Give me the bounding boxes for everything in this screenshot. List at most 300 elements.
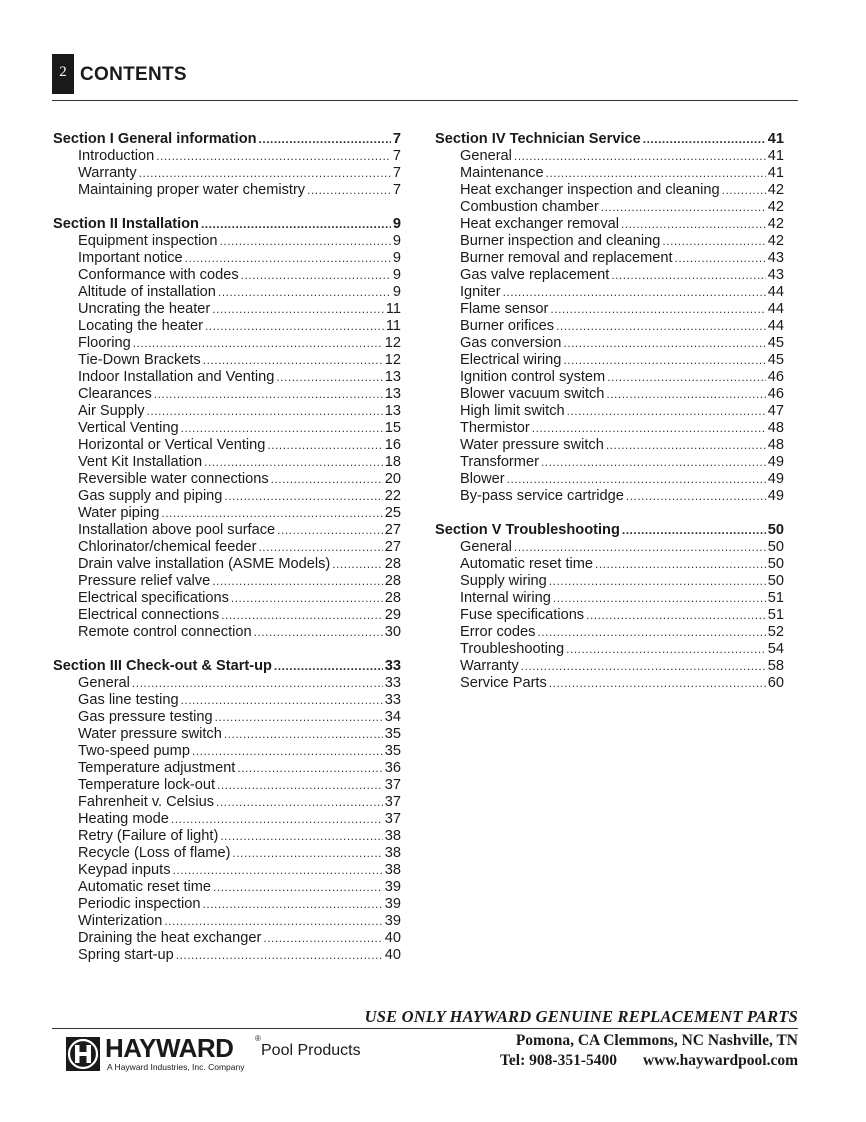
dot-leader bbox=[215, 709, 383, 726]
toc-entry-label: Automatic reset time bbox=[460, 556, 594, 572]
toc-entry-page: 15 bbox=[384, 420, 401, 436]
dot-leader bbox=[586, 607, 766, 624]
toc-entry-page: 22 bbox=[384, 488, 401, 504]
toc-entry-page: 50 bbox=[767, 522, 784, 538]
toc-entry-label: Heat exchanger removal bbox=[460, 216, 619, 232]
dot-leader bbox=[181, 420, 383, 437]
toc-entry-page: 49 bbox=[767, 454, 784, 470]
dot-leader bbox=[212, 301, 384, 318]
toc-entry-page: 35 bbox=[384, 726, 401, 742]
toc-entry-page: 50 bbox=[767, 539, 784, 555]
toc-entry[interactable] bbox=[53, 335, 401, 352]
toc-entry-page: 52 bbox=[767, 624, 784, 640]
toc-entry-page: 45 bbox=[767, 335, 784, 351]
toc-entry-label: Recycle (Loss of flame) bbox=[78, 845, 231, 861]
toc-entry-label: Locating the heater bbox=[78, 318, 203, 334]
dot-leader bbox=[192, 743, 383, 760]
toc-entry[interactable] bbox=[53, 420, 401, 437]
toc-entry[interactable] bbox=[435, 573, 784, 590]
toc-entry-label: Water pressure switch bbox=[78, 726, 222, 742]
dot-leader bbox=[218, 284, 391, 301]
dot-leader bbox=[549, 675, 766, 692]
toc-entry[interactable] bbox=[53, 607, 401, 624]
toc-entry[interactable] bbox=[435, 250, 784, 267]
dot-leader bbox=[606, 437, 766, 454]
toc-entry[interactable] bbox=[435, 352, 784, 369]
toc-entry[interactable] bbox=[53, 233, 401, 250]
toc-entry-page: 13 bbox=[384, 369, 401, 385]
toc-entry[interactable] bbox=[53, 505, 401, 522]
toc-entry-label: Gas line testing bbox=[78, 692, 179, 708]
toc-entry-label: Vertical Venting bbox=[78, 420, 179, 436]
dot-leader bbox=[154, 386, 383, 403]
toc-entry[interactable] bbox=[435, 471, 784, 488]
toc-entry[interactable] bbox=[53, 539, 401, 556]
dot-leader bbox=[595, 556, 766, 573]
dot-leader bbox=[662, 233, 765, 250]
toc-entry[interactable] bbox=[53, 250, 401, 267]
toc-entry-page: 43 bbox=[767, 250, 784, 266]
toc-entry-label: Temperature adjustment bbox=[78, 760, 236, 776]
dot-leader bbox=[550, 301, 765, 318]
toc-entry-label: Blower vacuum switch bbox=[460, 386, 605, 402]
toc-entry-page: 36 bbox=[384, 760, 401, 776]
toc-entry-page: 25 bbox=[384, 505, 401, 521]
dot-leader bbox=[267, 437, 382, 454]
dot-leader bbox=[224, 488, 382, 505]
toc-entry-label: Altitude of installation bbox=[78, 284, 216, 300]
dot-leader bbox=[216, 794, 383, 811]
toc-entry-label: Combustion chamber bbox=[460, 199, 599, 215]
dot-leader bbox=[133, 335, 383, 352]
dot-leader bbox=[220, 233, 391, 250]
dot-leader bbox=[132, 675, 383, 692]
toc-entry[interactable] bbox=[435, 199, 784, 216]
toc-entry-page: 49 bbox=[767, 471, 784, 487]
toc-entry-page: 9 bbox=[392, 250, 401, 266]
toc-section bbox=[53, 216, 401, 641]
toc-entry[interactable] bbox=[435, 318, 784, 335]
toc-entry[interactable] bbox=[435, 284, 784, 301]
toc-entry-page: 16 bbox=[384, 437, 401, 453]
toc-entry-label: Important notice bbox=[78, 250, 183, 266]
toc-entry[interactable] bbox=[435, 369, 784, 386]
toc-entry[interactable] bbox=[53, 573, 401, 590]
toc-entry-page: 34 bbox=[384, 709, 401, 725]
toc-entry-label: Chlorinator/chemical feeder bbox=[78, 539, 257, 555]
toc-entry-page: 40 bbox=[384, 930, 401, 946]
dot-leader bbox=[537, 624, 765, 641]
toc-entry[interactable] bbox=[53, 318, 401, 335]
toc-entry-page: 44 bbox=[767, 284, 784, 300]
dot-leader bbox=[185, 250, 391, 267]
toc-entry-label: Indoor Installation and Venting bbox=[78, 369, 275, 385]
toc-entry-label: Section IV Technician Service bbox=[435, 131, 641, 147]
dot-leader bbox=[171, 811, 383, 828]
toc-entry-label: Horizontal or Vertical Venting bbox=[78, 437, 266, 453]
toc-entry-page: 33 bbox=[384, 692, 401, 708]
toc-entry[interactable] bbox=[435, 386, 784, 403]
dot-leader bbox=[606, 386, 765, 403]
toc-entry-label: Uncrating the heater bbox=[78, 301, 211, 317]
toc-entry-label: Fuse specifications bbox=[460, 607, 585, 623]
toc-entry[interactable] bbox=[53, 726, 401, 743]
toc-entry-page: 60 bbox=[767, 675, 784, 691]
toc-entry-page: 38 bbox=[384, 845, 401, 861]
footer-address bbox=[500, 1031, 798, 1071]
toc-entry[interactable] bbox=[53, 709, 401, 726]
toc-entry-page: 47 bbox=[767, 403, 784, 419]
dot-leader bbox=[203, 352, 383, 369]
toc-entry-page: 11 bbox=[385, 301, 401, 317]
toc-entry-page: 29 bbox=[384, 607, 401, 623]
toc-entry-page: 11 bbox=[385, 318, 401, 334]
toc-entry-label: Thermistor bbox=[460, 420, 530, 436]
toc-entry-label: Drain valve installation (ASME Models) bbox=[78, 556, 331, 572]
toc-entry-label: Periodic inspection bbox=[78, 896, 201, 912]
footer-locations: Pomona, CA Clemmons, NC Nashville, TN bbox=[515, 1032, 798, 1049]
toc-entry-label: Section II Installation bbox=[53, 216, 199, 232]
toc-entry-label: Blower bbox=[460, 471, 505, 487]
toc-entry-label: Flooring bbox=[78, 335, 131, 351]
toc-entry-label: Spring start-up bbox=[78, 947, 174, 963]
toc-entry-page: 7 bbox=[392, 165, 401, 181]
dot-leader bbox=[204, 454, 383, 471]
toc-entry[interactable] bbox=[53, 675, 401, 692]
toc-entry[interactable] bbox=[435, 182, 784, 199]
toc-entry-page: 46 bbox=[767, 386, 784, 402]
toc-entry-label: Section III Check-out & Start-up bbox=[53, 658, 272, 674]
toc-entry[interactable] bbox=[53, 590, 401, 607]
dot-leader bbox=[156, 148, 391, 165]
toc-entry[interactable] bbox=[435, 454, 784, 471]
toc-entry-label: Draining the heat exchanger bbox=[78, 930, 262, 946]
dot-leader bbox=[203, 896, 383, 913]
dot-leader bbox=[254, 624, 383, 641]
dot-leader bbox=[563, 352, 765, 369]
logo-product-line: Pool Products bbox=[261, 1042, 361, 1059]
toc-entry-page: 54 bbox=[767, 641, 784, 657]
toc-entry[interactable] bbox=[53, 471, 401, 488]
dot-leader bbox=[722, 182, 766, 199]
toc-entry[interactable] bbox=[53, 624, 401, 641]
dot-leader bbox=[205, 318, 384, 335]
dot-leader bbox=[176, 947, 383, 964]
footer-phone: Tel: 908-351-5400 bbox=[500, 1052, 617, 1069]
toc-entry-page: 48 bbox=[767, 420, 784, 436]
toc-entry-label: Conformance with codes bbox=[78, 267, 239, 283]
toc-entry[interactable] bbox=[53, 930, 401, 947]
toc-entry[interactable] bbox=[435, 590, 784, 607]
dot-leader bbox=[276, 369, 382, 386]
toc-entry-page: 44 bbox=[767, 301, 784, 317]
toc-entry-page: 7 bbox=[392, 131, 401, 147]
toc-entry-label: Internal wiring bbox=[460, 590, 551, 606]
toc-section bbox=[435, 131, 784, 505]
toc-entry-label: Ignition control system bbox=[460, 369, 606, 385]
toc-entry[interactable] bbox=[435, 607, 784, 624]
toc-entry-page: 35 bbox=[384, 743, 401, 759]
toc-entry-label: Heating mode bbox=[78, 811, 169, 827]
dot-leader bbox=[611, 267, 766, 284]
toc-entry[interactable] bbox=[435, 267, 784, 284]
toc-entry-label: Equipment inspection bbox=[78, 233, 218, 249]
toc-section bbox=[53, 131, 401, 199]
dot-leader bbox=[147, 403, 383, 420]
toc-entry-page: 42 bbox=[767, 233, 784, 249]
toc-entry-page: 9 bbox=[392, 284, 401, 300]
toc-section-heading[interactable] bbox=[435, 131, 784, 148]
toc-entry-page: 49 bbox=[767, 488, 784, 504]
toc-entry[interactable] bbox=[53, 743, 401, 760]
toc-entry-page: 37 bbox=[384, 811, 401, 827]
toc-entry-label: Clearances bbox=[78, 386, 152, 402]
toc-entry[interactable] bbox=[53, 148, 401, 165]
dot-leader bbox=[307, 182, 391, 199]
toc-entry-label: Electrical wiring bbox=[460, 352, 562, 368]
dot-leader bbox=[546, 165, 766, 182]
toc-left-column bbox=[53, 131, 401, 981]
toc-entry[interactable] bbox=[53, 896, 401, 913]
toc-entry-label: Retry (Failure of light) bbox=[78, 828, 219, 844]
toc-entry[interactable] bbox=[53, 811, 401, 828]
toc-entry[interactable] bbox=[53, 267, 401, 284]
dot-leader bbox=[521, 658, 766, 675]
dot-leader bbox=[241, 267, 391, 284]
dot-leader bbox=[553, 590, 766, 607]
dot-leader bbox=[532, 420, 766, 437]
toc-entry[interactable] bbox=[435, 437, 784, 454]
toc-entry-page: 37 bbox=[384, 794, 401, 810]
dot-leader bbox=[271, 471, 383, 488]
dot-leader bbox=[217, 777, 383, 794]
toc-entry[interactable] bbox=[53, 913, 401, 930]
toc-entry[interactable] bbox=[53, 760, 401, 777]
toc-entry[interactable] bbox=[53, 352, 401, 369]
dot-leader bbox=[139, 165, 391, 182]
toc-entry-label: Burner orifices bbox=[460, 318, 555, 334]
toc-entry[interactable] bbox=[435, 539, 784, 556]
dot-leader bbox=[541, 454, 766, 471]
dot-leader bbox=[563, 335, 765, 352]
toc-entry-page: 42 bbox=[767, 199, 784, 215]
toc-entry-label: Tie-Down Brackets bbox=[78, 352, 201, 368]
toc-entry[interactable] bbox=[53, 692, 401, 709]
toc-entry-label: Installation above pool surface bbox=[78, 522, 276, 538]
logo-brand: HAYWARD bbox=[105, 1033, 234, 1063]
dot-leader bbox=[224, 726, 383, 743]
logo-registered: ® bbox=[255, 1034, 261, 1043]
toc-entry-page: 42 bbox=[767, 182, 784, 198]
toc-entry-page: 33 bbox=[384, 675, 401, 691]
toc-section-heading[interactable] bbox=[53, 131, 401, 148]
dot-leader bbox=[259, 131, 391, 148]
toc-entry-page: 50 bbox=[767, 556, 784, 572]
toc-entry[interactable] bbox=[53, 556, 401, 573]
dot-leader bbox=[626, 488, 766, 505]
dot-leader bbox=[232, 845, 382, 862]
toc-entry-page: 39 bbox=[384, 896, 401, 912]
toc-entry-page: 41 bbox=[767, 165, 784, 181]
dot-leader bbox=[507, 471, 766, 488]
dot-leader bbox=[164, 913, 382, 930]
toc-entry[interactable] bbox=[435, 301, 784, 318]
dot-leader bbox=[566, 641, 766, 658]
toc-entry-page: 27 bbox=[384, 539, 401, 555]
toc-entry-page: 40 bbox=[384, 947, 401, 963]
dot-leader bbox=[607, 369, 766, 386]
toc-entry-label: Gas valve replacement bbox=[460, 267, 610, 283]
footer-divider bbox=[52, 1028, 798, 1029]
toc-entry-label: Flame sensor bbox=[460, 301, 549, 317]
toc-entry-label: Error codes bbox=[460, 624, 536, 640]
logo-tagline: A Hayward Industries, Inc. Company bbox=[107, 1062, 245, 1072]
toc-entry-label: Automatic reset time bbox=[78, 879, 212, 895]
toc-entry[interactable] bbox=[435, 624, 784, 641]
toc-entry-label: Water piping bbox=[78, 505, 160, 521]
toc-entry-label: Section V Troubleshooting bbox=[435, 522, 620, 538]
toc-entry[interactable] bbox=[53, 386, 401, 403]
toc-entry[interactable] bbox=[53, 182, 401, 199]
toc-entry-page: 18 bbox=[384, 454, 401, 470]
toc-entry-page: 42 bbox=[767, 216, 784, 232]
toc-section bbox=[435, 522, 784, 692]
toc-entry[interactable] bbox=[53, 794, 401, 811]
toc-entry[interactable] bbox=[53, 879, 401, 896]
toc-entry-label: Maintenance bbox=[460, 165, 544, 181]
toc-entry-page: 48 bbox=[767, 437, 784, 453]
toc-entry-page: 30 bbox=[384, 624, 401, 640]
toc-entry-page: 13 bbox=[384, 386, 401, 402]
footer-website[interactable]: www.haywardpool.com bbox=[642, 1052, 798, 1069]
toc-entry[interactable] bbox=[53, 522, 401, 539]
dot-leader bbox=[201, 216, 391, 233]
toc-entry[interactable] bbox=[435, 488, 784, 505]
toc-entry-page: 27 bbox=[384, 522, 401, 538]
toc-entry-page: 58 bbox=[767, 658, 784, 674]
toc-entry[interactable] bbox=[53, 437, 401, 454]
toc-entry-page: 28 bbox=[384, 556, 401, 572]
dot-leader bbox=[514, 539, 766, 556]
toc-entry-label: Fahrenheit v. Celsius bbox=[78, 794, 214, 810]
toc-entry-page: 39 bbox=[384, 913, 401, 929]
toc-entry[interactable] bbox=[435, 641, 784, 658]
toc-entry-label: High limit switch bbox=[460, 403, 565, 419]
toc-entry-label: Electrical specifications bbox=[78, 590, 229, 606]
header-divider bbox=[52, 100, 798, 101]
toc-entry-page: 37 bbox=[384, 777, 401, 793]
toc-entry-page: 44 bbox=[767, 318, 784, 334]
toc-entry-page: 50 bbox=[767, 573, 784, 589]
toc-entry-label: Igniter bbox=[460, 284, 501, 300]
toc-entry[interactable] bbox=[435, 148, 784, 165]
toc-entry-page: 12 bbox=[384, 352, 401, 368]
dot-leader bbox=[258, 539, 382, 556]
toc-entry[interactable] bbox=[435, 403, 784, 420]
dot-leader bbox=[503, 284, 766, 301]
toc-entry-label: Warranty bbox=[78, 165, 137, 181]
toc-entry-page: 38 bbox=[384, 862, 401, 878]
toc-entry[interactable] bbox=[435, 420, 784, 437]
toc-entry[interactable] bbox=[435, 335, 784, 352]
toc-entry[interactable] bbox=[435, 216, 784, 233]
dot-leader bbox=[274, 658, 383, 675]
toc-entry[interactable] bbox=[435, 165, 784, 182]
toc-section-heading[interactable] bbox=[53, 216, 401, 233]
toc-entry[interactable] bbox=[435, 556, 784, 573]
toc-section-heading[interactable] bbox=[435, 522, 784, 539]
toc-section-heading[interactable] bbox=[53, 658, 401, 675]
toc-entry[interactable] bbox=[53, 947, 401, 964]
toc-entry-label: Water pressure switch bbox=[460, 437, 604, 453]
page-title: CONTENTS bbox=[80, 64, 187, 85]
toc-entry[interactable] bbox=[53, 403, 401, 420]
toc-entry-label: Air Supply bbox=[78, 403, 145, 419]
toc-entry-page: 7 bbox=[392, 148, 401, 164]
toc-entry[interactable] bbox=[53, 369, 401, 386]
toc-entry-label: Temperature lock-out bbox=[78, 777, 216, 793]
toc-entry-label: By-pass service cartridge bbox=[460, 488, 624, 504]
toc-entry[interactable] bbox=[53, 284, 401, 301]
dot-leader bbox=[567, 403, 766, 420]
toc-entry-label: General bbox=[460, 148, 512, 164]
toc-entry[interactable] bbox=[435, 658, 784, 675]
toc-entry-page: 28 bbox=[384, 573, 401, 589]
toc-entry-page: 33 bbox=[384, 658, 401, 674]
toc-entry-page: 12 bbox=[384, 335, 401, 351]
toc-entry-label: Two-speed pump bbox=[78, 743, 190, 759]
toc-entry[interactable] bbox=[53, 862, 401, 879]
footer-tagline: USE ONLY HAYWARD GENUINE REPLACEMENT PARTS bbox=[364, 1007, 798, 1026]
dot-leader bbox=[643, 131, 766, 148]
hayward-logo bbox=[65, 1034, 375, 1074]
toc-entry-label: Reversible water connections bbox=[78, 471, 269, 487]
toc-entry-label: Burner inspection and cleaning bbox=[460, 233, 661, 249]
toc-entry[interactable] bbox=[53, 845, 401, 862]
toc-entry-label: General bbox=[460, 539, 512, 555]
toc-entry[interactable] bbox=[53, 777, 401, 794]
toc-entry-label: Gas supply and piping bbox=[78, 488, 223, 504]
dot-leader bbox=[675, 250, 766, 267]
toc-entry-label: Burner removal and replacement bbox=[460, 250, 673, 266]
toc-entry-label: Remote control connection bbox=[78, 624, 252, 640]
toc-entry-page: 9 bbox=[392, 267, 401, 283]
toc-entry-label: Warranty bbox=[460, 658, 519, 674]
toc-entry-page: 13 bbox=[384, 403, 401, 419]
toc-entry-label: Keypad inputs bbox=[78, 862, 171, 878]
dot-leader bbox=[181, 692, 383, 709]
toc-entry[interactable] bbox=[435, 233, 784, 250]
toc-entry[interactable] bbox=[53, 165, 401, 182]
toc-entry-page: 9 bbox=[392, 233, 401, 249]
toc-entry-page: 39 bbox=[384, 879, 401, 895]
toc-entry-label: Transformer bbox=[460, 454, 539, 470]
toc-entry[interactable] bbox=[435, 675, 784, 692]
toc-entry-label: Electrical connections bbox=[78, 607, 220, 623]
footer-contact bbox=[500, 1051, 798, 1071]
toc-entry[interactable] bbox=[53, 301, 401, 318]
toc-entry[interactable] bbox=[53, 828, 401, 845]
toc-entry-page: 7 bbox=[392, 182, 401, 198]
dot-leader bbox=[237, 760, 382, 777]
toc-entry-page: 46 bbox=[767, 369, 784, 385]
dot-leader bbox=[556, 318, 766, 335]
toc-entry[interactable] bbox=[53, 488, 401, 505]
toc-entry-page: 51 bbox=[767, 590, 784, 606]
toc-entry-label: Vent Kit Installation bbox=[78, 454, 203, 470]
toc-right-column bbox=[435, 131, 784, 709]
toc-entry[interactable] bbox=[53, 454, 401, 471]
